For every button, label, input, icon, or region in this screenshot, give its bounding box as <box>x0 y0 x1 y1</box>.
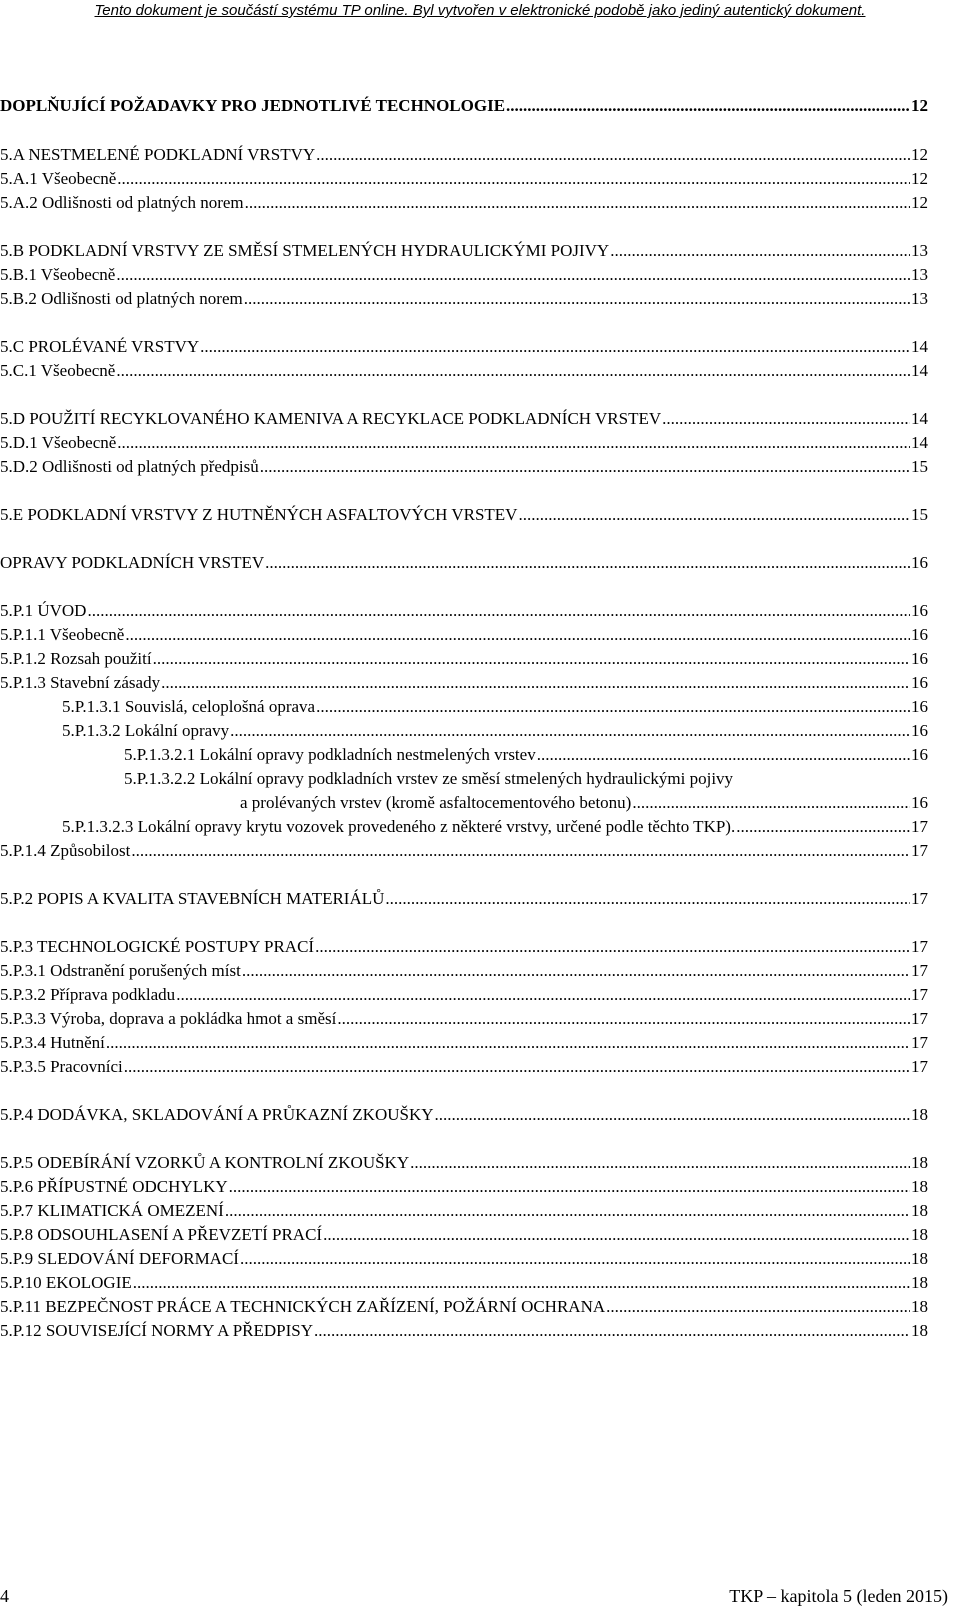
toc-entry-page: 17 <box>911 817 928 836</box>
toc-entry-page: 14 <box>911 361 928 380</box>
toc-entry-title: 5.P.5 ODEBÍRÁNÍ VZORKŮ A KONTROLNÍ ZKOUŠKY <box>0 1153 410 1172</box>
toc-entry-page: 17 <box>911 841 928 860</box>
toc-entry-title: 5.A.2 Odlišnosti od platných norem <box>0 193 244 212</box>
toc-entry[interactable] <box>0 889 928 909</box>
toc-entry-title: 5.P.7 KLIMATICKÁ OMEZENÍ <box>0 1201 224 1220</box>
toc-leader-dots <box>316 145 910 165</box>
toc-entry[interactable] <box>124 745 928 765</box>
toc-entry[interactable] <box>0 433 928 453</box>
toc-entry-page: 15 <box>911 457 928 476</box>
toc-leader-dots <box>260 457 910 477</box>
toc-leader-dots <box>435 1105 910 1125</box>
toc-entry[interactable] <box>0 169 928 189</box>
toc-entry-title: 5.C.1 Všeobecně <box>0 361 116 380</box>
toc-leader-dots <box>230 721 910 741</box>
toc-entry[interactable] <box>62 817 928 837</box>
toc-entry-title: 5.P.3.3 Výroba, doprava a pokládka hmot a směsí <box>0 1009 337 1028</box>
toc-entry-title: 5.P.1.3.2.3 Lokální opravy krytu vozovek provedeného z některé vrstvy, určené podle těchto TKP). <box>62 817 736 836</box>
toc-entry-page: 16 <box>911 721 928 740</box>
toc-entry-title: 5.P.1.2 Rozsah použití <box>0 649 152 668</box>
footer-page-number: 4 <box>0 1586 9 1606</box>
toc-entry[interactable] <box>0 601 928 621</box>
toc-entry[interactable] <box>0 985 928 1005</box>
toc-leader-dots <box>225 1201 910 1221</box>
toc-entry[interactable] <box>0 1297 928 1317</box>
toc-entry[interactable] <box>0 1153 928 1173</box>
toc-entry-title: 5.P.1.3.2.1 Lokální opravy podkladních nestmelených vrstev <box>124 745 536 764</box>
toc-entry-title: 5.P.1 ÚVOD <box>0 601 87 620</box>
toc-entry-page: 18 <box>911 1105 928 1124</box>
toc-leader-dots <box>200 337 910 357</box>
toc-entry-page: 18 <box>911 1297 928 1316</box>
toc-leader-dots <box>662 409 910 429</box>
toc-leader-dots <box>161 673 910 693</box>
toc-entry-page: 18 <box>911 1249 928 1268</box>
toc-entry-page: 16 <box>911 601 928 620</box>
toc-entry-title: 5.P.1.3.1 Souvislá, celoplošná oprava <box>62 697 316 716</box>
toc-entry-page: 16 <box>911 649 928 668</box>
toc-entry[interactable] <box>0 1201 928 1221</box>
toc-entry[interactable] <box>0 1273 928 1293</box>
toc-entry[interactable] <box>0 673 928 693</box>
toc-leader-dots <box>133 1273 910 1293</box>
toc-entry-page: 17 <box>911 889 928 908</box>
toc-entry-title: 5.D.1 Všeobecně <box>0 433 117 452</box>
toc-leader-dots <box>518 505 910 525</box>
toc-entry-page: 18 <box>911 1225 928 1244</box>
toc-leader-dots <box>385 889 910 909</box>
toc-entry-title: 5.P.3.5 Pracovníci <box>0 1057 123 1076</box>
toc-leader-dots <box>736 817 910 837</box>
toc-entry[interactable] <box>0 265 928 285</box>
toc-entry[interactable] <box>0 1033 928 1053</box>
toc-entry[interactable] <box>240 793 928 813</box>
toc-entry-page: 18 <box>911 1153 928 1172</box>
toc-entry[interactable] <box>0 96 928 116</box>
toc-entry-page: 12 <box>911 145 928 164</box>
toc-leader-dots <box>314 1321 910 1341</box>
toc-entry-title: 5.B.1 Všeobecně <box>0 265 116 284</box>
toc-leader-dots <box>410 1153 910 1173</box>
toc-entry[interactable] <box>0 1249 928 1269</box>
toc-entry[interactable] <box>0 289 928 309</box>
toc-leader-dots <box>106 1033 910 1053</box>
toc-leader-dots <box>116 361 910 381</box>
toc-leader-dots <box>244 289 910 309</box>
toc-entry[interactable] <box>0 649 928 669</box>
toc-entry-page: 17 <box>911 985 928 1004</box>
toc-entry[interactable] <box>0 145 928 165</box>
toc-entry-title: 5.P.2 POPIS A KVALITA STAVEBNÍCH MATERIÁLŮ <box>0 889 385 908</box>
toc-entry-title: 5.D.2 Odlišnosti od platných předpisů <box>0 457 259 476</box>
toc-entry-title: DOPLŇUJÍCÍ POŽADAVKY PRO JEDNOTLIVÉ TECHNOLOGIE <box>0 96 506 115</box>
toc-entry[interactable] <box>0 193 928 213</box>
toc-entry-title: 5.P.12 SOUVISEJÍCÍ NORMY A PŘEDPISY <box>0 1321 313 1340</box>
toc-entry[interactable] <box>0 961 928 981</box>
toc-entry-title: a prolévaných vrstev (kromě asfaltocementového betonu) <box>240 793 632 812</box>
toc-entry-page: 13 <box>911 241 928 260</box>
toc-leader-dots <box>240 1249 910 1269</box>
toc-entry-title: 5.P.3.2 Příprava podkladu <box>0 985 176 1004</box>
footer-document-label: TKP – kapitola 5 (leden 2015) <box>729 1586 948 1606</box>
toc-leader-dots <box>506 96 910 116</box>
toc-entry-page: 16 <box>911 625 928 644</box>
toc-entry[interactable] <box>0 337 928 357</box>
toc-entry-page: 16 <box>911 745 928 764</box>
toc-entry[interactable] <box>0 1105 928 1125</box>
toc-entry-page: 14 <box>911 337 928 356</box>
toc-entry-page: 16 <box>911 697 928 716</box>
toc-leader-dots <box>537 745 910 765</box>
toc-entry[interactable] <box>0 241 928 261</box>
toc-leader-dots <box>606 1297 910 1317</box>
toc-entry-title: 5.P.3 TECHNOLOGICKÉ POSTUPY PRACÍ <box>0 937 315 956</box>
toc-leader-dots <box>117 169 910 189</box>
toc-entry[interactable] <box>0 457 928 477</box>
toc-entry-title[interactable]: 5.P.1.3.2.2 Lokální opravy podkladních vrstev ze směsí stmelených hydraulickými pojivy <box>124 769 734 788</box>
toc-entry-title: 5.P.10 EKOLOGIE <box>0 1273 132 1292</box>
toc-leader-dots <box>323 1225 910 1245</box>
toc-entry-title: 5.A NESTMELENÉ PODKLADNÍ VRSTVY <box>0 145 316 164</box>
toc-entry[interactable] <box>0 1057 928 1077</box>
toc-entry-page: 15 <box>911 505 928 524</box>
toc-entry-page: 13 <box>911 289 928 308</box>
toc-entry[interactable] <box>0 553 928 573</box>
toc-leader-dots <box>116 265 910 285</box>
toc-entry-page: 18 <box>911 1201 928 1220</box>
toc-leader-dots <box>131 841 910 861</box>
toc-entry-title: 5.C PROLÉVANÉ VRSTVY <box>0 337 200 356</box>
toc-entry-title: OPRAVY PODKLADNÍCH VRSTEV <box>0 553 265 572</box>
toc-entry-page: 17 <box>911 1057 928 1076</box>
toc-entry-title: 5.E PODKLADNÍ VRSTVY Z HUTNĚNÝCH ASFALTOVÝCH VRSTEV <box>0 505 518 524</box>
toc-entry-page: 17 <box>911 961 928 980</box>
toc-entry-page: 16 <box>911 553 928 572</box>
toc-entry-title: 5.P.3.1 Odstranění porušených míst <box>0 961 241 980</box>
toc-entry[interactable] <box>0 625 928 645</box>
toc-entry-title: 5.P.8 ODSOUHLASENÍ A PŘEVZETÍ PRACÍ <box>0 1225 323 1244</box>
toc-leader-dots <box>337 1009 910 1029</box>
toc-entry[interactable] <box>0 505 928 525</box>
toc-entry-page: 14 <box>911 409 928 428</box>
toc-entry[interactable] <box>0 1009 928 1029</box>
toc-leader-dots <box>265 553 910 573</box>
toc-leader-dots <box>316 697 910 717</box>
toc-entry[interactable] <box>62 697 928 717</box>
toc-entry-title: 5.P.9 SLEDOVÁNÍ DEFORMACÍ <box>0 1249 239 1268</box>
toc-entry[interactable] <box>62 721 928 741</box>
toc-entry-page: 14 <box>911 433 928 452</box>
toc-leader-dots <box>610 241 910 261</box>
toc-entry-page: 17 <box>911 1033 928 1052</box>
document-notice-header: Tento dokument je součástí systému TP online. Byl vytvořen v elektronické podobě jako jediný autentický dokument. <box>94 2 866 19</box>
toc-leader-dots <box>242 961 910 981</box>
toc-entry[interactable] <box>0 409 928 429</box>
toc-entry-page: 12 <box>911 96 928 115</box>
toc-leader-dots <box>245 193 910 213</box>
toc-entry-page: 17 <box>911 937 928 956</box>
toc-entry-page: 12 <box>911 169 928 188</box>
toc-entry-title: 5.P.1.3 Stavební zásady <box>0 673 161 692</box>
toc-entry-page: 12 <box>911 193 928 212</box>
toc-entry[interactable] <box>0 1225 928 1245</box>
toc-entry-title: 5.P.1.3.2 Lokální opravy <box>62 721 230 740</box>
toc-entry-page: 18 <box>911 1321 928 1340</box>
toc-entry-title: 5.P.11 BEZPEČNOST PRÁCE A TECHNICKÝCH ZAŘÍZENÍ, POŽÁRNÍ OCHRANA <box>0 1297 606 1316</box>
toc-entry-page: 13 <box>911 265 928 284</box>
toc-leader-dots <box>315 937 910 957</box>
toc-entry-title: 5.P.1.1 Všeobecně <box>0 625 125 644</box>
toc-entry-title: 5.P.6 PŘÍPUSTNÉ ODCHYLKY <box>0 1177 228 1196</box>
toc-entry-page: 18 <box>911 1177 928 1196</box>
toc-entry-title: 5.P.1.4 Způsobilost <box>0 841 131 860</box>
toc-entry-title: 5.D POUŽITÍ RECYKLOVANÉHO KAMENIVA A RECYKLACE PODKLADNÍCH VRSTEV <box>0 409 662 428</box>
toc-entry-title: 5.B.2 Odlišnosti od platných norem <box>0 289 243 308</box>
toc-leader-dots <box>153 649 910 669</box>
toc-entry-title: 5.P.3.4 Hutnění <box>0 1033 105 1052</box>
toc-entry-page: 17 <box>911 1009 928 1028</box>
toc-leader-dots <box>176 985 910 1005</box>
toc-leader-dots <box>87 601 910 621</box>
toc-leader-dots <box>117 433 910 453</box>
toc-leader-dots <box>632 793 910 813</box>
toc-entry[interactable] <box>0 1177 928 1197</box>
toc-leader-dots <box>125 625 910 645</box>
toc-entry[interactable] <box>0 361 928 381</box>
toc-entry-page: 18 <box>911 1273 928 1292</box>
toc-entry[interactable] <box>0 1321 928 1341</box>
toc-entry[interactable] <box>0 937 928 957</box>
toc-entry-page: 16 <box>911 793 928 812</box>
toc-entry-title: 5.B PODKLADNÍ VRSTVY ZE SMĚSÍ STMELENÝCH HYDRAULICKÝMI POJIVY <box>0 241 610 260</box>
toc-entry[interactable] <box>0 841 928 861</box>
toc-entry-page: 16 <box>911 673 928 692</box>
toc-entry-title: 5.A.1 Všeobecně <box>0 169 117 188</box>
toc-leader-dots <box>229 1177 910 1197</box>
toc-entry-title: 5.P.4 DODÁVKA, SKLADOVÁNÍ A PRŮKAZNÍ ZKOUŠKY <box>0 1105 434 1124</box>
toc-leader-dots <box>124 1057 910 1077</box>
